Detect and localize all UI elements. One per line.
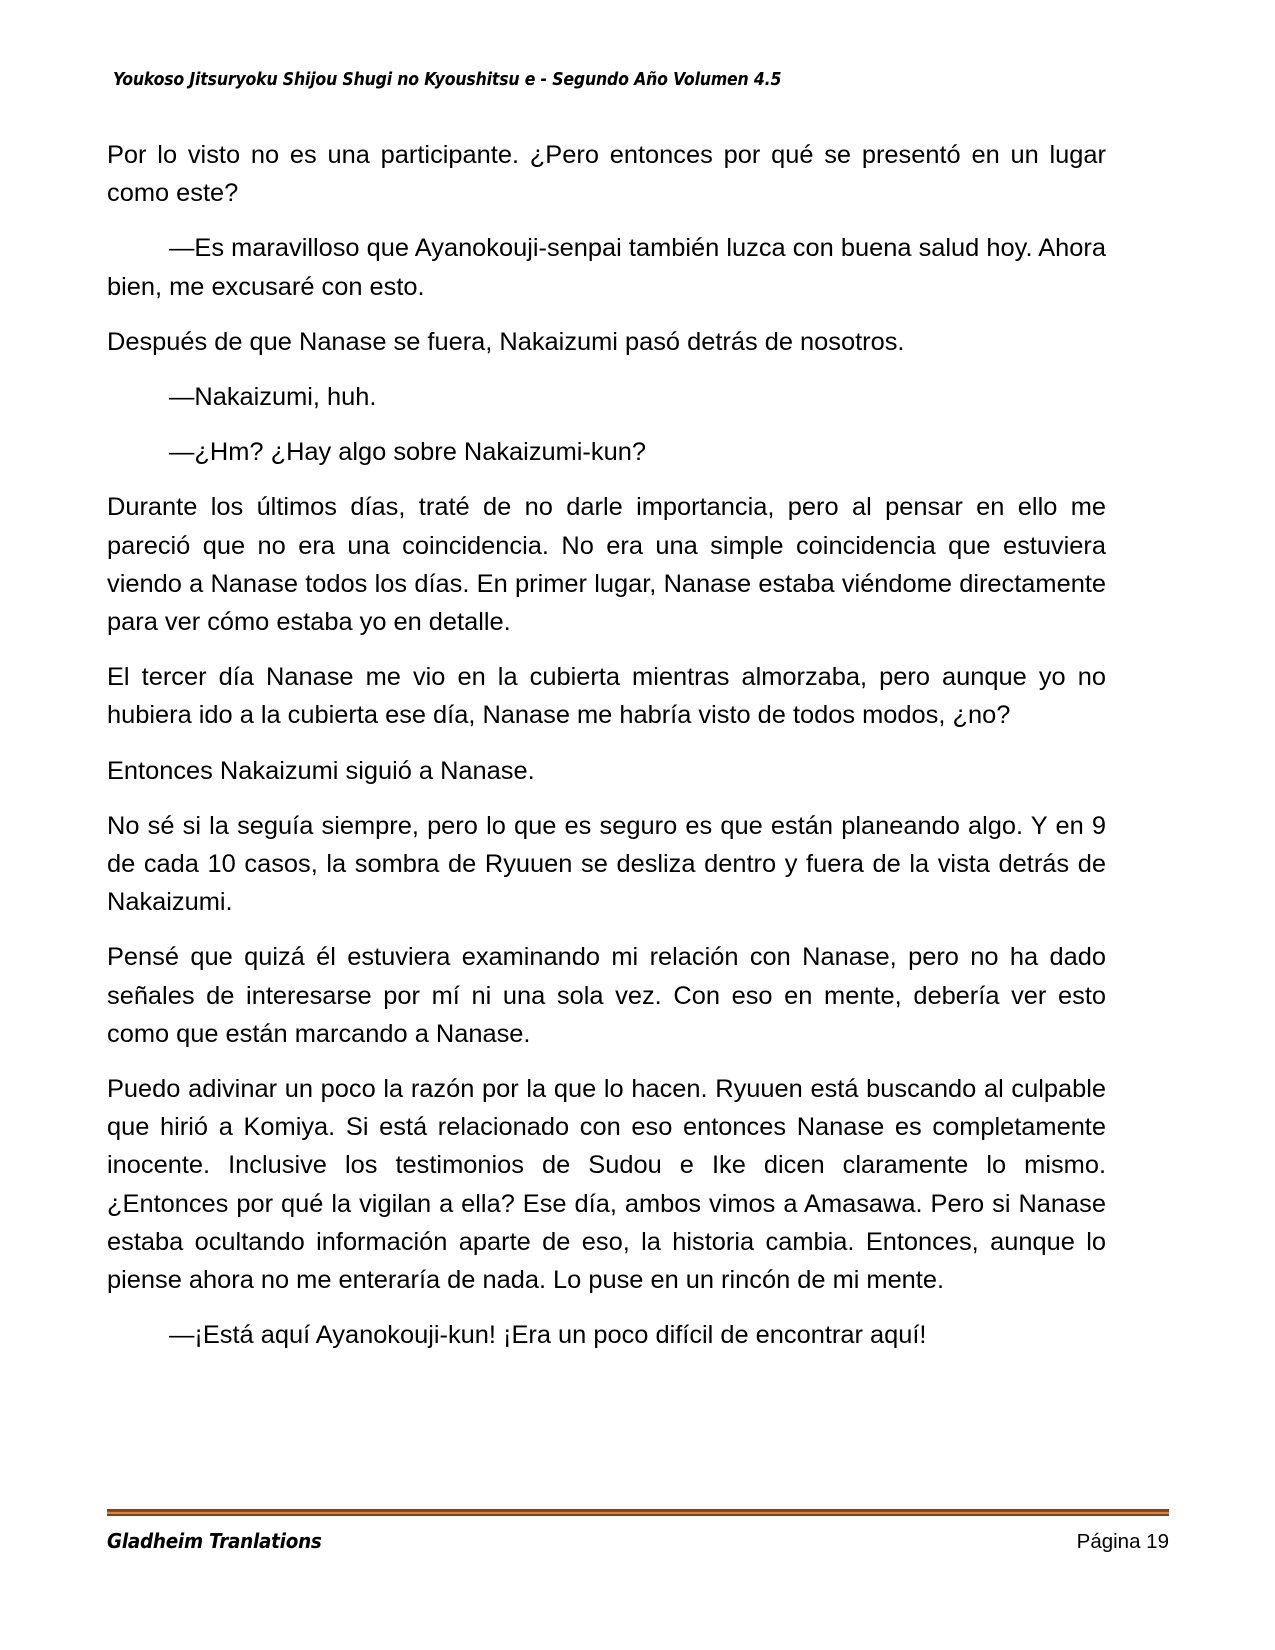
paragraph: Por lo visto no es una participante. ¿Pero entonces por qué se presentó en un lugar como este? bbox=[107, 141, 1106, 208]
page-number: Página 19 bbox=[1076, 1530, 1169, 1553]
footer-divider-highlight bbox=[107, 1512, 1169, 1514]
dialogue-line: —¡Está aquí Ayanokouji-kun! ¡Era un poco difícil de encontrar aquí! bbox=[169, 1321, 927, 1350]
footer-row bbox=[107, 1529, 1169, 1554]
document-body bbox=[107, 136, 1106, 1371]
dialogue-line: —Nakaizumi, huh. bbox=[169, 383, 377, 412]
footer-divider bbox=[107, 1509, 1169, 1516]
paragraph: Durante los últimos días, traté de no darle importancia, pero al pensar en ello me pareció que no era una coincidencia. No era una simple coincidencia que estuviera viendo a Nanase todos los días. En primer lugar, Nanase estaba viéndome directamente para ver cómo estaba yo en detalle. bbox=[107, 493, 1106, 637]
paragraph: Puedo adivinar un poco la razón por la que lo hacen. Ryuuen está buscando al culpable que hirió a Komiya. Si está relacionado con eso entonces Nanase es completamente inocente. Inclusive los testimonios de Sudou e Ike dicen claramente lo mismo. ¿Entonces por qué la vigilan a ella? Ese día, ambos vimos a Amasawa. Pero si Nanase estaba ocultando información aparte de eso, la historia cambia. Entonces, aunque lo piense ahora no me enteraría de nada. Lo puse en un rincón de mi mente. bbox=[107, 1075, 1106, 1295]
document-header bbox=[113, 70, 1163, 90]
paragraph: Después de que Nanase se fuera, Nakaizumi pasó detrás de nosotros. bbox=[107, 327, 905, 356]
footer-brand: Gladheim Tranlations bbox=[107, 1529, 322, 1553]
dialogue-line: —¿Hm? ¿Hay algo sobre Nakaizumi-kun? bbox=[169, 438, 646, 467]
running-title: Youkoso Jitsuryoku Shijou Shugi no Kyoushitsu e - Segundo Año Volumen 4.5 bbox=[113, 70, 782, 90]
paragraph: El tercer día Nanase me vio en la cubierta mientras almorzaba, pero aunque yo no hubiera ido a la cubierta ese día, Nanase me habría visto de todos modos, ¿no? bbox=[107, 663, 1106, 730]
document-footer bbox=[107, 1509, 1169, 1554]
dialogue-line: —Es maravilloso que Ayanokouji-senpai también luzca con buena salud hoy. Ahora bien, me excusaré con esto. bbox=[107, 234, 1106, 301]
paragraph: No sé si la seguía siempre, pero lo que es seguro es que están planeando algo. Y en 9 de cada 10 casos, la sombra de Ryuuen se desliza dentro y fuera de la vista detrás de Nakaizumi. bbox=[107, 811, 1106, 917]
paragraph: Pensé que quizá él estuviera examinando mi relación con Nanase, pero no ha dado señales de interesarse por mí ni una sola vez. Con eso en mente, debería ver esto como que están marcando a Nanase. bbox=[107, 943, 1106, 1048]
paragraph: Entonces Nakaizumi siguió a Nanase. bbox=[107, 756, 535, 785]
